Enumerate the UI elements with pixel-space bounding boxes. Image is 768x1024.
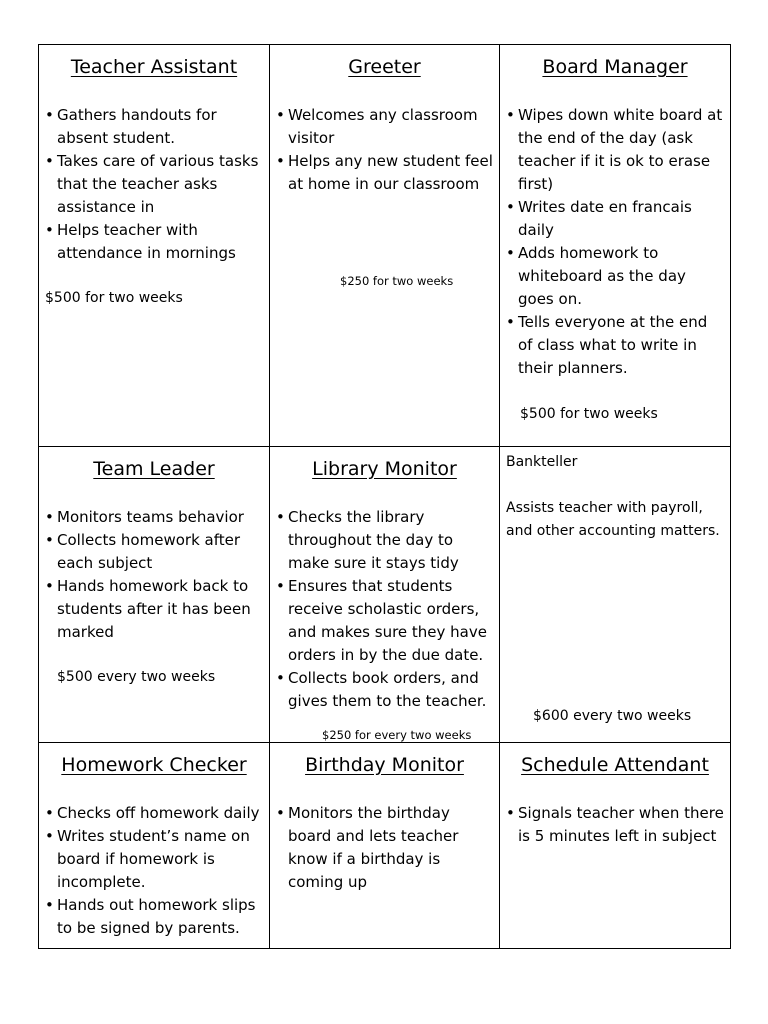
duty-item: • Takes care of various tasks that the teacher asks assistance in — [43, 150, 261, 219]
duty-item: • Wipes down white board at the end of the day (ask teacher if it is ok to erase first) — [504, 104, 726, 196]
job-chart-table — [38, 44, 731, 949]
duties-list — [500, 104, 730, 380]
duty-item: • Helps teacher with attendance in mornings — [43, 219, 261, 265]
card-team-leader — [39, 447, 270, 743]
pay-amount: $600 every two weeks — [533, 708, 692, 724]
card-title: Schedule Attendant — [521, 754, 709, 776]
card-teacher-assistant — [39, 45, 270, 447]
card-title: Team Leader — [93, 458, 215, 480]
pay-amount: $250 for two weeks — [340, 274, 454, 288]
card-title: Teacher Assistant — [70, 56, 238, 78]
duty-item: • Tells everyone at the end of class what to write in their planners. — [504, 311, 726, 380]
card-heading: Bankteller — [506, 454, 578, 470]
duty-item: • Writes date en francais daily — [504, 196, 726, 242]
pay-amount: $500 for two weeks — [45, 290, 183, 306]
card-board-manager — [500, 45, 730, 447]
duty-item: • Monitors the birthday board and lets teacher know if a birthday is coming up — [274, 802, 495, 894]
duties-list — [39, 104, 269, 265]
duties-list — [270, 104, 499, 196]
duty-item: • Ensures that students receive scholastic orders, and makes sure they have orders in by the due date. — [274, 575, 495, 667]
duties-list — [270, 506, 499, 713]
card-title: Greeter — [348, 56, 421, 78]
card-schedule-attendant — [500, 743, 730, 948]
card-title: Homework Checker — [61, 754, 247, 776]
duty-item: • Welcomes any classroom visitor — [274, 104, 495, 150]
duties-list — [39, 506, 269, 644]
card-greeter — [270, 45, 500, 447]
duty-item: • Hands out homework slips to be signed by parents. — [43, 894, 265, 940]
duty-item: • Monitors teams behavior — [43, 506, 265, 529]
duty-item: • Hands homework back to students after it has been marked — [43, 575, 265, 644]
card-birthday-monitor — [270, 743, 500, 948]
card-title: Board Manager — [542, 56, 688, 78]
duty-item: • Collects homework after each subject — [43, 529, 265, 575]
duty-item: • Writes student’s name on board if homework is incomplete. — [43, 825, 265, 894]
pay-amount: $250 for every two weeks — [322, 728, 472, 742]
card-title: Library Monitor — [312, 458, 457, 480]
card-bankteller — [500, 447, 730, 743]
card-library-monitor — [270, 447, 500, 743]
duty-item: • Adds homework to whiteboard as the day goes on. — [504, 242, 726, 311]
duty-item: • Helps any new student feel at home in our classroom — [274, 150, 495, 196]
duties-list — [500, 802, 730, 848]
duty-item: • Collects book orders, and gives them to the teacher. — [274, 667, 495, 713]
pay-amount: $500 every two weeks — [57, 669, 216, 685]
duties-list — [39, 802, 269, 940]
pay-amount: $500 for two weeks — [520, 406, 658, 422]
card-homework-checker — [39, 743, 270, 948]
duty-item: • Checks the library throughout the day to make sure it stays tidy — [274, 506, 495, 575]
duty-item: • Signals teacher when there is 5 minutes left in subject — [504, 802, 726, 848]
card-description: Assists teacher with payroll, and other accounting matters. — [506, 500, 720, 539]
duty-item: • Checks off homework daily — [43, 802, 265, 825]
card-title: Birthday Monitor — [305, 754, 464, 776]
duties-list — [270, 802, 499, 894]
duty-item: • Gathers handouts for absent student. — [43, 104, 261, 150]
